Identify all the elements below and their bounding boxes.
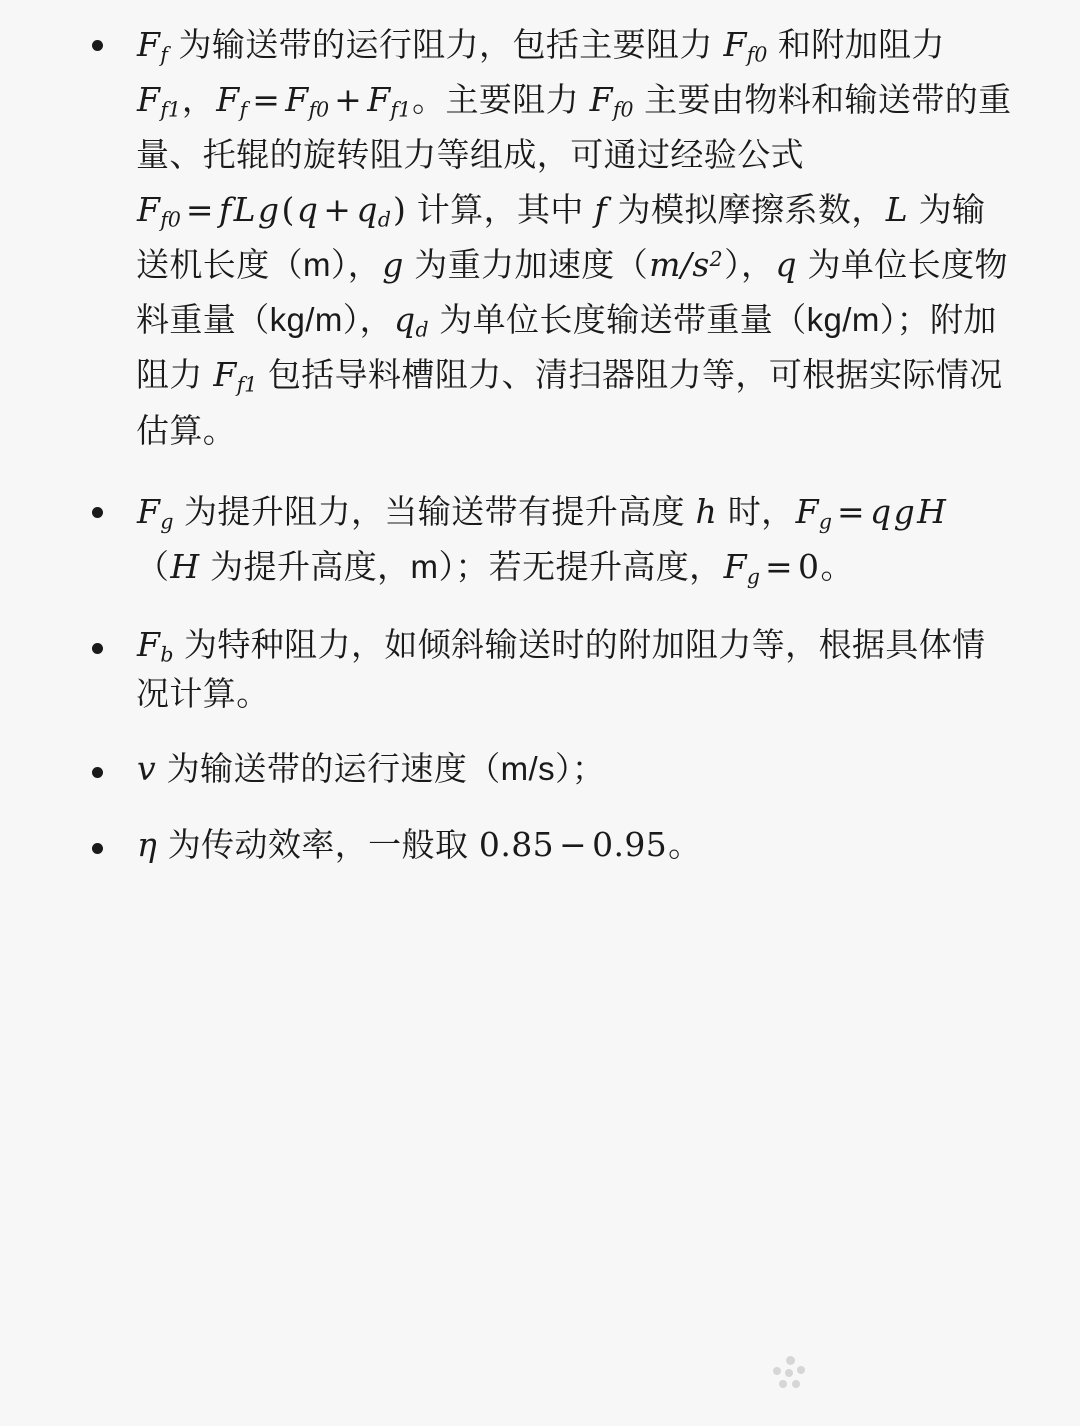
- math-number: (: [281, 190, 295, 230]
- math-subscript: d: [415, 318, 429, 343]
- text-run: 为提升阻力，当输送带有提升高度: [174, 492, 695, 530]
- list-item: [86, 485, 1018, 595]
- text-run: ，: [181, 81, 216, 119]
- text-run: 计算，其中: [407, 191, 594, 229]
- math-subscript: f1: [390, 97, 412, 122]
- list-item: [86, 821, 1018, 870]
- math-variable: $F_{f1}$: [367, 80, 412, 122]
- math-variable: h: [695, 491, 718, 531]
- text-run: 为单位长度输送带重量（kg/m）；附加阻力: [136, 301, 997, 394]
- math-number: 0: [798, 546, 820, 586]
- text-run: 为模拟摩擦系数，: [607, 191, 885, 229]
- math-subscript: d: [377, 207, 391, 232]
- math-variable: $F_f$: [137, 25, 168, 67]
- math-superscript: 2: [709, 247, 724, 272]
- math-variable: q: [775, 245, 797, 285]
- text-run: 为传动效率，一般取: [158, 825, 478, 863]
- text-run: 为输送机长度（m），: [136, 191, 986, 284]
- math-subscript: f: [239, 97, 248, 122]
- math-variable: $F_{f1}$: [137, 80, 181, 122]
- math-subscript: f0: [308, 97, 330, 122]
- text-run: 。主要阻力: [412, 81, 589, 119]
- text-run: 包括导料槽阻力、清扫器阻力等，可根据实际情况估算。: [136, 356, 1003, 449]
- math-operator: +: [323, 190, 352, 230]
- math-operator: =: [836, 491, 866, 531]
- text-run: 和附加阻力: [768, 26, 945, 63]
- text-run: 为特种阻力，如倾斜输送时的附加阻力等，根据具体情况计算。: [136, 625, 986, 713]
- paragraph-special-resistance: [136, 621, 1018, 720]
- math-variable: $F_f$: [216, 80, 248, 122]
- math-variable: $q_d$: [356, 190, 391, 232]
- math-variable: g: [382, 245, 404, 285]
- math-variable: H: [917, 491, 947, 531]
- math-subscript: f1: [160, 97, 181, 122]
- math-variable: f: [218, 190, 232, 230]
- text-run: 。: [820, 547, 854, 585]
- math-subscript: f: [160, 42, 168, 67]
- math-variable: g: [893, 491, 916, 531]
- paragraph-friction-resistance: [136, 18, 1018, 459]
- math-operator: =: [185, 190, 214, 230]
- math-variable: q: [296, 190, 319, 230]
- math-variable: L: [233, 190, 256, 230]
- math-operator: −: [559, 824, 588, 864]
- math-subscript: b: [160, 642, 174, 667]
- text-run: 为单位长度物料重量（kg/m），: [136, 246, 1008, 339]
- text-run: 时，: [718, 492, 795, 530]
- math-subscript: g: [818, 509, 832, 534]
- math-subscript: f0: [612, 97, 634, 122]
- bullet-list: [86, 18, 1018, 870]
- math-subscript: f0: [160, 207, 181, 232]
- math-variable: $F_g$: [795, 491, 832, 534]
- math-variable: L: [885, 190, 909, 230]
- text-run: 为重力加速度（: [404, 246, 649, 284]
- math-variable: v: [137, 749, 157, 789]
- list-item: [86, 18, 1018, 459]
- math-operator: =: [764, 546, 794, 586]
- math-variable: q: [870, 491, 892, 531]
- paragraph-transmission-efficiency: [136, 821, 1018, 870]
- math-subscript: g: [160, 509, 174, 534]
- math-variable: g: [257, 190, 280, 230]
- math-variable: $F_{f1}$: [213, 355, 258, 398]
- text-run: 为输送带的运行阻力，包括主要阻力: [168, 26, 723, 63]
- math-variable: $F_b$: [137, 624, 174, 667]
- math-variable: $F_{f0}$: [285, 80, 330, 122]
- math-subscript: f1: [236, 373, 258, 398]
- math-variable: $F_{f0}$: [589, 80, 634, 122]
- math-variable: $F_g$: [137, 491, 174, 534]
- text-run: （: [136, 547, 170, 585]
- math-number: ): [392, 190, 407, 230]
- math-operator: =: [252, 80, 281, 120]
- math-variable: $F_{f0}$: [723, 25, 768, 67]
- text-run: 。: [668, 825, 702, 863]
- math-variable: f: [594, 190, 607, 230]
- math-variable: $F_g$: [723, 546, 760, 589]
- list-item: [86, 621, 1018, 720]
- math-subscript: f0: [746, 42, 768, 67]
- text-run: ），: [724, 246, 775, 284]
- math-variable: H: [170, 546, 200, 586]
- math-operator: +: [334, 80, 363, 120]
- math-subscript: g: [746, 564, 760, 589]
- paragraph-belt-speed: [136, 745, 1018, 794]
- list-item: [86, 745, 1018, 794]
- math-number: 0.95: [592, 824, 668, 864]
- math-variable: η: [137, 824, 158, 864]
- text-run: 为提升高度，m）；若无提升高度，: [200, 547, 723, 585]
- math-variable: $m/s^2$: [649, 245, 724, 285]
- math-number: 0.85: [478, 824, 554, 864]
- paragraph-lift-resistance: [136, 485, 1018, 595]
- text-run: 主要由物料和输送带的重量、托辊的旋转阻力等组成，可通过经验公式: [136, 81, 1012, 174]
- text-run: 为输送带的运行速度（m/s）；: [157, 750, 606, 788]
- math-variable: $F_{f0}$: [137, 190, 181, 232]
- watermark-icon: [770, 1356, 808, 1390]
- math-variable: $q_d$: [394, 300, 429, 343]
